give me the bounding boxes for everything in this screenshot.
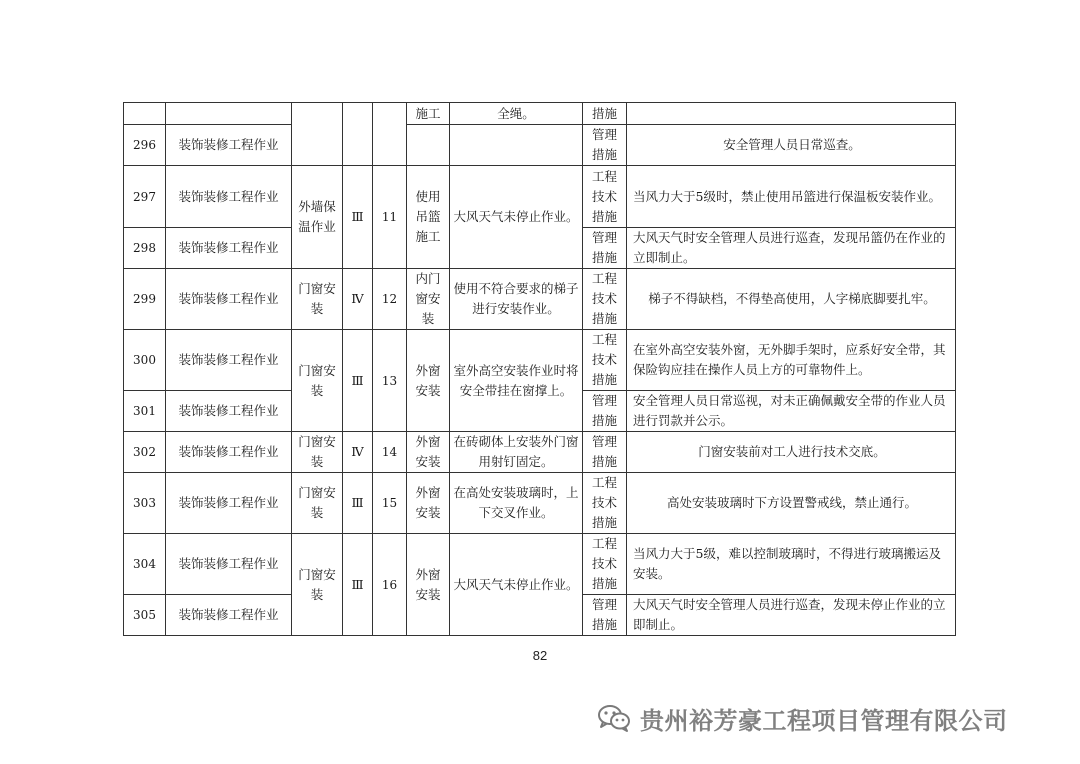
cell-work-name: 装饰装修工程作业 [166, 228, 292, 269]
cell-hazard: 在高处安装玻璃时，上下交叉作业。 [450, 473, 583, 534]
cell-number: 304 [124, 534, 166, 595]
table-row [124, 125, 956, 166]
cell-work-name: 装饰装修工程作业 [166, 125, 292, 166]
cell-index: 14 [373, 432, 407, 473]
cell-measure: 大风天气时安全管理人员进行巡查，发现吊篮仍在作业的立即制止。 [627, 228, 956, 269]
cell-measure: 梯子不得缺档，不得垫高使用，人字梯底脚要扎牢。 [627, 269, 956, 330]
cell-measure [627, 103, 956, 125]
cell-index: 15 [373, 473, 407, 534]
cell-sub-work: 门窗安装 [292, 473, 343, 534]
cell-work-name: 装饰装修工程作业 [166, 473, 292, 534]
cell-step: 使用吊篮施工 [407, 166, 450, 269]
cell-hazard: 使用不符合要求的梯子进行安装作业。 [450, 269, 583, 330]
cell-work-name: 装饰装修工程作业 [166, 432, 292, 473]
cell-measure: 当风力大于5级，难以控制玻璃时，不得进行玻璃搬运及安装。 [627, 534, 956, 595]
table-row [124, 432, 956, 473]
cell-index: 12 [373, 269, 407, 330]
cell-number: 301 [124, 391, 166, 432]
cell-measure-type: 工程技术措施 [583, 269, 627, 330]
table-row [124, 166, 956, 228]
cell-step: 施工 [407, 103, 450, 125]
cell-number: 299 [124, 269, 166, 330]
cell-sub-work: 门窗安装 [292, 269, 343, 330]
cell-number: 300 [124, 330, 166, 391]
table-row [124, 473, 956, 534]
cell-empty [343, 103, 373, 166]
page-number: 82 [532, 648, 548, 663]
cell-measure-type: 工程技术措施 [583, 473, 627, 534]
cell-measure-type: 管理措施 [583, 391, 627, 432]
cell-measure-type: 措施 [583, 103, 627, 125]
cell-level: Ⅲ [343, 534, 373, 636]
cell-measure-type: 工程技术措施 [583, 166, 627, 228]
cell-level: Ⅲ [343, 473, 373, 534]
cell-measure: 安全管理人员日常巡视，对未正确佩戴安全带的作业人员进行罚款并公示。 [627, 391, 956, 432]
cell-measure: 门窗安装前对工人进行技术交底。 [627, 432, 956, 473]
cell-measure-type: 工程技术措施 [583, 534, 627, 595]
cell-number: 298 [124, 228, 166, 269]
cell-number: 297 [124, 166, 166, 228]
hazard-table [123, 102, 956, 636]
cell-empty [292, 103, 343, 166]
watermark-text: 贵州裕芳豪工程项目管理有限公司 [640, 706, 1008, 735]
watermark [596, 700, 1008, 736]
cell-measure: 大风天气时安全管理人员进行巡查，发现未停止作业的立即制止。 [627, 595, 956, 636]
cell-work-name: 装饰装修工程作业 [166, 166, 292, 228]
cell-empty [407, 125, 450, 166]
table-row [124, 269, 956, 330]
wechat-icon [596, 703, 632, 733]
cell-measure: 高处安装玻璃时下方设置警戒线，禁止通行。 [627, 473, 956, 534]
cell-step: 外窗安装 [407, 432, 450, 473]
cell-measure: 在室外高空安装外窗，无外脚手架时，应系好安全带，其保险钩应挂在操作人员上方的可靠物件上。 [627, 330, 956, 391]
cell-sub-work: 门窗安装 [292, 432, 343, 473]
cell-step: 外窗安装 [407, 330, 450, 432]
cell-work-name: 装饰装修工程作业 [166, 534, 292, 595]
cell-index: 16 [373, 534, 407, 636]
cell-level: Ⅲ [343, 330, 373, 432]
cell-hazard: 室外高空安装作业时将安全带挂在窗撑上。 [450, 330, 583, 432]
cell-work-name: 装饰装修工程作业 [166, 595, 292, 636]
cell-work-name: 装饰装修工程作业 [166, 391, 292, 432]
cell-step: 外窗安装 [407, 473, 450, 534]
cell-work-name: 装饰装修工程作业 [166, 330, 292, 391]
cell-measure-type: 管理措施 [583, 228, 627, 269]
cell-measure-type: 工程技术措施 [583, 330, 627, 391]
cell-measure-type: 管理措施 [583, 125, 627, 166]
cell-level: Ⅳ [343, 432, 373, 473]
cell-empty [166, 103, 292, 125]
cell-sub-work: 门窗安装 [292, 534, 343, 636]
cell-index: 11 [373, 166, 407, 269]
cell-work-name: 装饰装修工程作业 [166, 269, 292, 330]
cell-hazard: 在砖砌体上安装外门窗用射钉固定。 [450, 432, 583, 473]
cell-number: 303 [124, 473, 166, 534]
cell-level: Ⅲ [343, 166, 373, 269]
cell-empty [450, 125, 583, 166]
cell-measure-type: 管理措施 [583, 432, 627, 473]
cell-hazard: 大风天气未停止作业。 [450, 534, 583, 636]
cell-hazard: 全绳。 [450, 103, 583, 125]
table-row [124, 330, 956, 391]
cell-number: 302 [124, 432, 166, 473]
cell-step: 外窗安装 [407, 534, 450, 636]
cell-measure: 当风力大于5级时，禁止使用吊篮进行保温板安装作业。 [627, 166, 956, 228]
cell-empty [373, 103, 407, 166]
cell-hazard: 大风天气未停止作业。 [450, 166, 583, 269]
cell-number: 296 [124, 125, 166, 166]
cell-measure-type: 管理措施 [583, 595, 627, 636]
cell-sub-work: 门窗安装 [292, 330, 343, 432]
cell-index: 13 [373, 330, 407, 432]
cell-step: 内门窗安装 [407, 269, 450, 330]
table-row [124, 103, 956, 125]
table-row [124, 534, 956, 595]
cell-level: Ⅳ [343, 269, 373, 330]
cell-empty [124, 103, 166, 125]
cell-sub-work: 外墙保温作业 [292, 166, 343, 269]
cell-measure: 安全管理人员日常巡查。 [627, 125, 956, 166]
cell-number: 305 [124, 595, 166, 636]
